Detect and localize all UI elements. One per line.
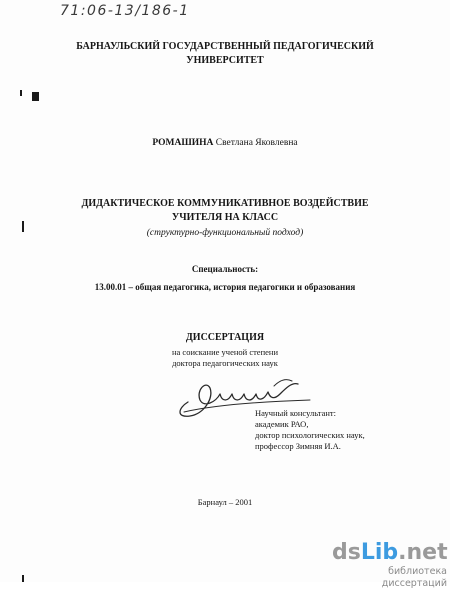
title-line-2: УЧИТЕЛЯ НА КЛАСС (171, 212, 279, 223)
dslib-watermark (332, 540, 448, 589)
author-surname: РОМАШИНА (152, 138, 214, 148)
work-type: ДИССЕРТАЦИЯ (185, 332, 265, 343)
university-name (0, 40, 450, 68)
title-line-1: ДИДАКТИЧЕСКОЕ КОММУНИКАТИВНОЕ ВОЗДЕЙСТВИЕ (81, 198, 369, 209)
logo-part-lib: Lib (360, 540, 399, 565)
degree-line-2: доктора педагогических наук (172, 358, 278, 368)
advisor-line-3: профессор Зимняя И.А. (255, 441, 341, 451)
advisor-line-2: доктор психологических наук, (255, 430, 365, 440)
scan-mark (22, 575, 24, 582)
degree-sought (0, 347, 450, 369)
author-given-names: Светлана Яковлевна (215, 138, 298, 148)
university-line-2: УНИВЕРСИТЕТ (186, 55, 264, 66)
author-name (0, 137, 450, 149)
archive-number: 71:06-13/186-1 (60, 3, 190, 19)
specialty-value: 13.00.01 – общая педагогика, история педагогики и образования (94, 282, 356, 292)
scan-mark (32, 92, 39, 101)
dslib-logo (332, 540, 447, 566)
city-year: Барнаул – 2001 (197, 497, 253, 507)
dissertation-subtitle: (структурно-функциональный подход) (146, 228, 304, 238)
scientific-advisor (255, 408, 435, 452)
logo-part-ds: ds (332, 540, 361, 565)
advisor-label: Научный консультант: (255, 408, 336, 418)
university-line-1: БАРНАУЛЬСКИЙ ГОСУДАРСТВЕННЫЙ ПЕДАГОГИЧЕСКИЙ (76, 41, 374, 52)
dslib-tagline: библиотека диссертаций (381, 566, 447, 589)
advisor-line-1: академик РАО, (255, 419, 309, 429)
specialty-label: Специальность: (191, 264, 259, 274)
scan-mark (20, 90, 22, 96)
degree-line-1: на соискание ученой степени (171, 347, 278, 357)
logo-part-net: .net (398, 540, 448, 565)
dissertation-title (0, 197, 450, 225)
